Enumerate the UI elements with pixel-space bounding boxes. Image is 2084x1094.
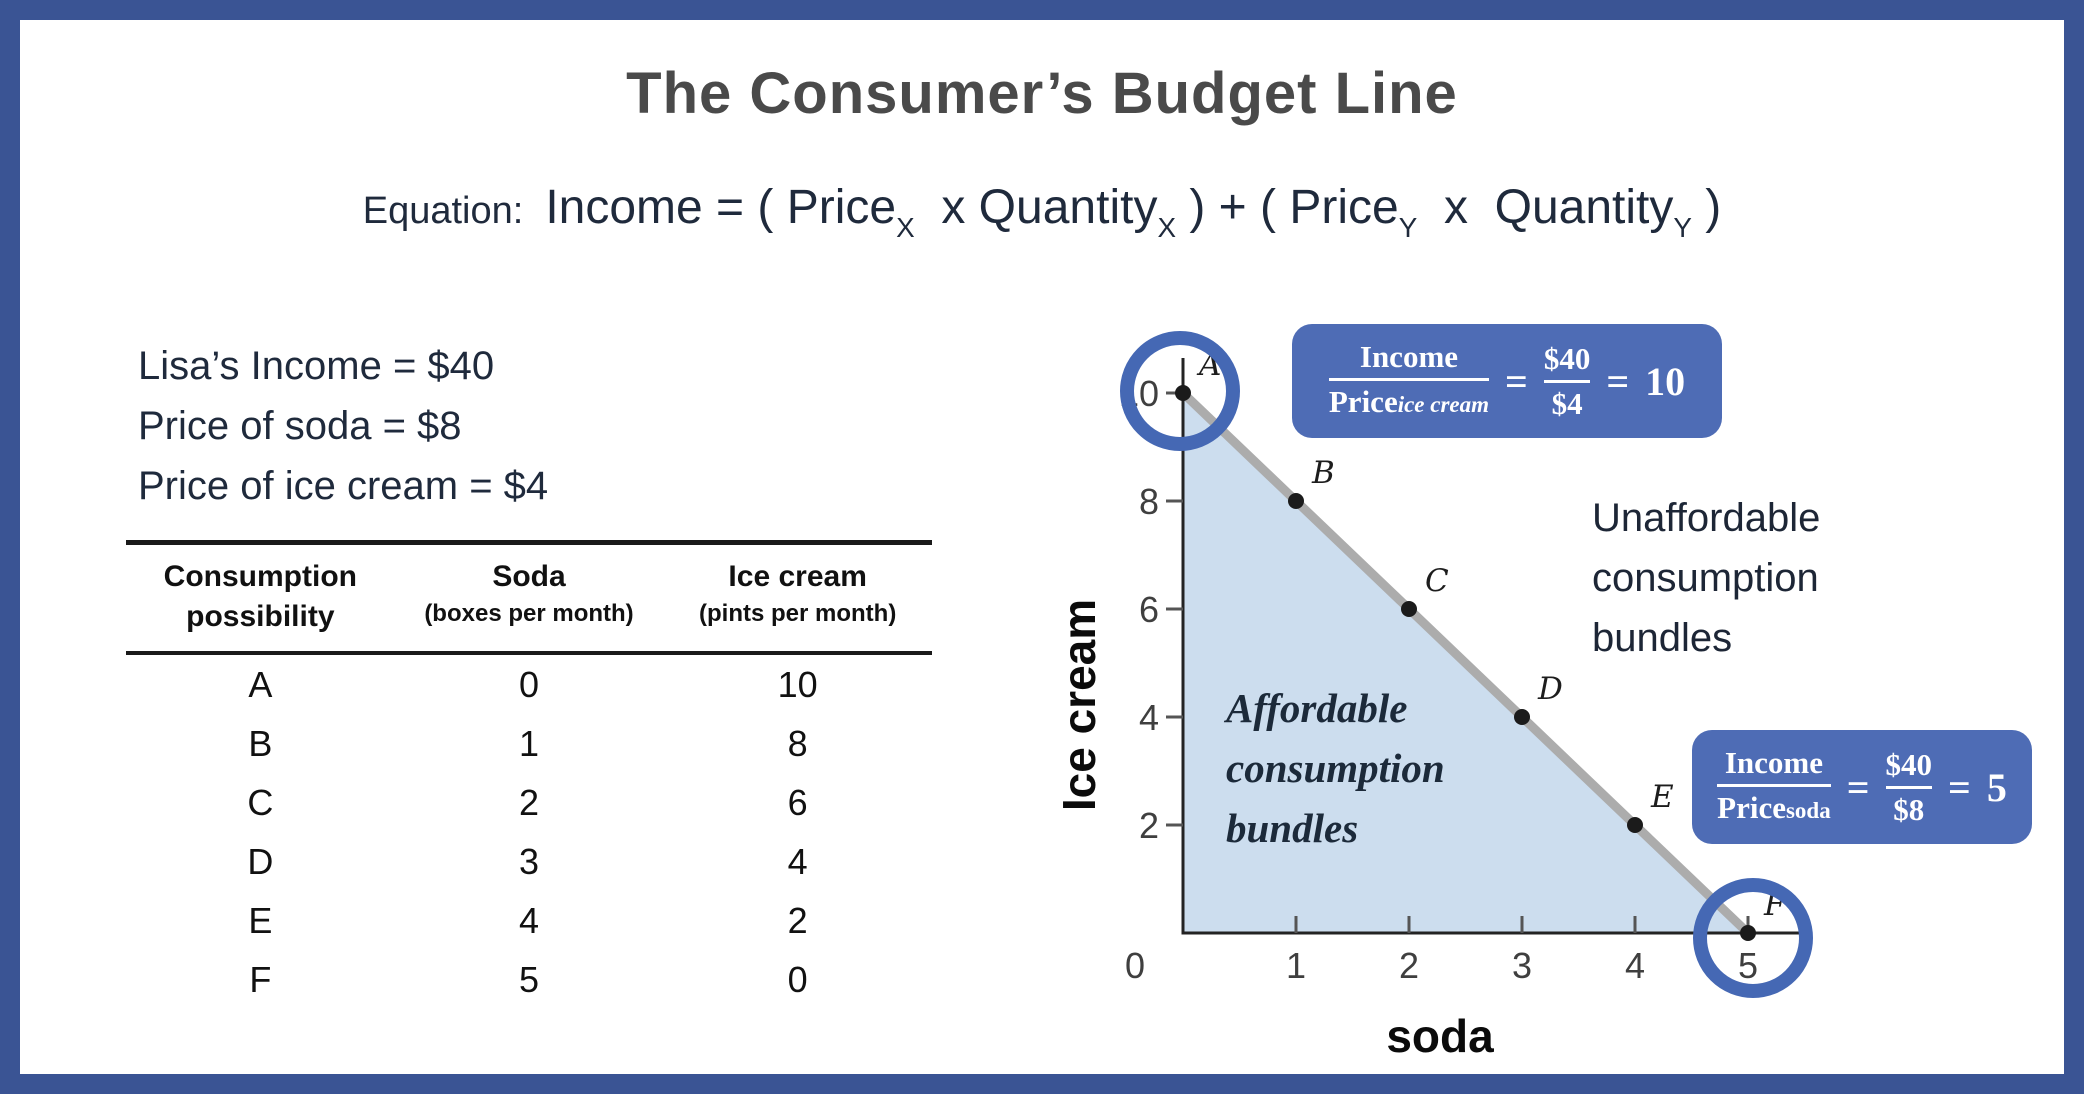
equation-subscript-y2: Y [1673,211,1692,243]
table-cell: 8 [787,722,808,764]
consumption-table [126,540,932,1009]
equation-part: x Quantity [914,181,1158,234]
facts-block [138,336,548,516]
y-tick-label: 8 [1138,481,1159,522]
point-dot-F [1740,925,1756,941]
x-tick-label: 5 [1737,945,1759,986]
fact-price-icecream: Price of ice cream = $4 [138,464,549,508]
income-over-price-soda-callout: $\frac{\text{Income}}{\text{Pricesoda}}$ = $\frac{\$40}{\$8}$ = 5 [1692,730,2032,844]
x-tick-label: 3 [1511,945,1533,986]
table-cell: 5 [518,958,539,1000]
equation-label: Equation: [362,190,524,232]
fraction-income-price-icecream: $\frac{\text{Income}}{\text{Priceice cream}}$ [1328,339,1490,419]
point-dot-D [1514,709,1530,725]
x-tick-label: 2 [1398,945,1420,986]
table-row [126,655,932,714]
point-label-B: B [1312,455,1335,491]
table-cell: E [248,899,273,941]
equation-part: x Quantity [1417,181,1674,234]
point-label-D: D [1538,671,1563,707]
table-cell: C [247,781,274,823]
table-row [126,832,932,891]
point-dot-C [1401,601,1417,617]
unaffordable-region-label: Unaffordable consumption bundles [1592,496,1821,660]
point-dot-A [1175,385,1191,401]
table-cell: 3 [518,840,539,882]
table-cell: 6 [787,781,808,823]
table-cell: F [249,958,272,1000]
table-cell: 10 [777,663,818,705]
fraction-bar [1886,786,1933,789]
y-axis-title: Ice cream [1053,598,1105,812]
table-row [126,714,932,773]
budget-equation [20,180,2064,243]
table-cell: B [248,722,273,764]
max-soda-value: 5 [1986,764,2007,810]
equation-part: ) + ( Price [1176,181,1399,234]
fact-income: Lisa’s Income = $40 [138,344,495,388]
point-dot-B [1288,493,1304,509]
point-label-C: C [1425,563,1449,599]
table-header [126,545,932,655]
table-cell: 0 [787,958,808,1000]
table-row [126,950,932,1009]
fraction-40-over-8: $\frac{\$40}{\$8}$ [1885,746,1933,827]
origin-tick-label: 0 [1124,945,1146,986]
income-over-price-icecream-callout: $\frac{\text{Income}}{\text{Priceice cream}}$ = $\frac{\$40}{\$4}$ = 10 [1292,324,1722,438]
x-axis-title: soda [1386,1010,1494,1062]
table-header-soda: Soda (boxes per month) [424,560,634,627]
table-cell: A [248,663,273,705]
table-cell: 2 [787,899,808,941]
fraction-40-over-4: $\frac{\$40}{\$4}$ [1543,340,1591,421]
y-tick-label: 6 [1138,589,1159,630]
table-header-possibility: Consumption possibility [163,560,357,633]
equation-subscript-x1: X [896,211,915,243]
x-tick-label: 4 [1624,945,1646,986]
equation-part: ) [1691,181,1722,234]
fraction-bar [1544,380,1591,383]
x-tick-label: 1 [1285,945,1307,986]
table-row [126,891,932,950]
equation-subscript-y1: Y [1398,211,1418,243]
y-tick-label: 4 [1138,697,1159,738]
table-cell: 4 [787,840,808,882]
point-label-A: A [1199,347,1222,383]
fraction-income-price-soda: $\frac{\text{Income}}{\text{Pricesoda}}$ [1717,745,1831,825]
equation-formula [545,180,1722,243]
table-cell: 4 [518,899,539,941]
fraction-bar [1717,784,1831,787]
table-cell: D [247,840,274,882]
equation-part: Income = ( Price [545,181,897,234]
table-cell: 1 [518,722,539,764]
point-dot-E [1627,817,1643,833]
table-cell: 0 [518,663,539,705]
affordable-region-label: Affordable consumption bundles [1226,685,1445,851]
fact-price-soda: Price of soda = $8 [138,404,462,448]
point-label-F: F [1764,887,1786,923]
table-row [126,773,932,832]
y-tick-label: 2 [1138,805,1159,846]
page-title: The Consumer’s Budget Line [626,61,1458,126]
table-cell: 2 [518,781,539,823]
equation-subscript-x2: X [1157,211,1176,243]
point-label-E: E [1651,779,1674,815]
fraction-bar [1329,378,1489,381]
budget-line-chart [1040,300,2084,1094]
table-header-icecream: Ice cream (pints per month) [699,560,897,627]
max-icecream-value: 10 [1645,358,1686,404]
table-body [126,655,932,1009]
y-tick-label: 10 [1118,373,1159,414]
